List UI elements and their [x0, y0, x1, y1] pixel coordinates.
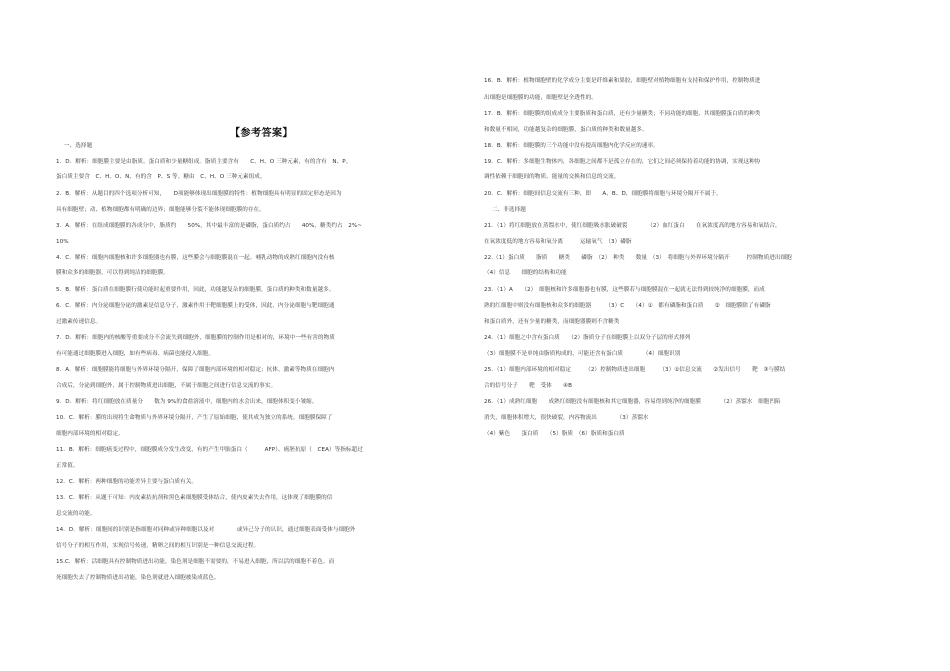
answer-line: 出细胞是细胞膜的功能，细胞壁是全透性的。: [484, 95, 597, 101]
answer-line: 11．B．解析：细胞癌变过程中，细胞膜成分发生改变，有的产生甲胎蛋白（ AFP）、癌胚抗原（ CEA）等指标超过: [56, 447, 363, 453]
section-heading: 一、选择题: [64, 143, 93, 149]
answer-line: 息交流的功能。: [56, 511, 96, 517]
answer-line: 13．C．解析：从题干可知：内皮素拮抗剂和黑色素细胞膜受体结合，使内皮素失去作用，这体现了细胞膜的信: [56, 495, 333, 501]
answer-line: 26．（1）成熟红细胞 成熟红细胞没有细胞核和其它细胞器，容易得到纯净的细胞膜 （2）蒸馏水 细胞凹陷: [484, 399, 781, 405]
answer-line: 7．D．解析：细胞内的核酸等重要成分不会流失到细胞外，细胞膜的控制作用是相对的，环境中一些有害的物质: [56, 335, 335, 341]
answer-line: 2．B．解析：从题目的四个选项分析可知， D项能够体现出细胞膜的特性：植物细胞具有明显的固定形态是因为: [56, 191, 342, 197]
answer-line: 4．C．解析：细胞内细胞核和许多细胞器也有膜，这些膜会与细胞膜混在一起。哺乳动物的成熟红细胞内没有核: [56, 255, 335, 261]
answer-line: 和蛋白质外，还有少量的糖类，而细胞器膜则不含糖类: [484, 319, 620, 325]
answer-line: 正常值。: [56, 463, 79, 469]
answer-line: 9．D．解析：将红细胞放在质量分 数为 9%的食盐溶液中，细胞内的水会出来，细胞体积变小皱缩。: [56, 399, 318, 405]
answer-line: 24．（1）细胞之中含有蛋白质 （2）脂质分子在细胞膜上以双分子层的形式排列: [484, 335, 691, 341]
answer-line: （3）细胞膜不是单纯由脂质构成的，可能还含有蛋白质 （4）细胞识别: [484, 351, 681, 357]
section-heading: 二、非选择题: [492, 207, 526, 213]
answer-line: 具有细胞壁；动、植物细胞都有明确的边界；细胞能够分裂不能体现细胞膜的存在。: [56, 207, 265, 213]
answer-line: 和数量不相同，功能越复杂的细胞膜，蛋白质的种类和数量越多。: [484, 127, 648, 133]
answer-line: 17．B．解析：细胞膜的组成成分主要脂质和蛋白质，还有少量糖类；不同功能的细胞，其细胞膜蛋白质的种类: [484, 111, 761, 117]
answer-line: 10．C．解析：膜的出现将生命物质与外界环境分隔开，产生了原始细胞，使其成为独立的系统。细胞膜保障了: [56, 415, 333, 421]
answer-line: 10%: [56, 239, 69, 245]
answer-line: 8．A．解析：细胞膜能将细胞与外界环境分隔开，保障了细胞内部环境的相对稳定；抗体、激素等物质在细胞内: [56, 367, 335, 373]
answer-line: 5．B．解析：蛋白质在细胞膜行使功能时起重要作用，因此，功能越复杂的细胞膜，蛋白质的种类和数量越多。: [56, 287, 335, 293]
answer-line: 12．C．解析：两种细胞的功能差异主要与蛋白质有关。: [56, 479, 197, 485]
answer-line: 蛋白质主要含 C、H、O、N，有的含 P、S 等。糖由 C、H、O 三种元素组成。: [56, 174, 266, 180]
answer-line: 20．C．解析：细胞间信息交流有三种，即 A、B、D，细胞膜将细胞与环境分隔开不属于。: [484, 191, 722, 197]
answer-line: 信号分子的相互作用，实现信号传递，精卵之间的相互识别是一种信息交流过程。: [56, 543, 260, 549]
answer-line: 熟的红细胞中则没有细胞核和众多的细胞器 （3）C （4）① 都有磷脂和蛋白质 ② 细胞膜除了有磷脂: [484, 303, 771, 309]
answer-line: 22.（1）蛋白质 脂质 糖类 磷脂 （2） 种类 数量 （3） 将细胞与外界环境分隔开 控制物质进出细胞: [484, 255, 792, 261]
answer-line: 死细胞失去了控制物质进出功能，染色剂就进入细胞被染成蓝色。: [56, 575, 220, 581]
answer-line: 调性依赖于细胞间的物质、能量的交换和信息的交流。: [484, 174, 620, 180]
answer-line: 21．（1）将红细胞放在蒸馏水中，使红细胞吸水胀破破裂 （2）血红蛋白 在氧浓度高的地方容易和氧结合，: [484, 223, 781, 229]
answer-line: 1．D．解析：细胞膜主要是由脂质、蛋白质和少量糖组成。脂质主要含有 C、H、O 三种元素，有的含有 N、P。: [56, 159, 352, 165]
answer-line: 细胞内部环境的相对稳定。: [56, 431, 124, 437]
answer-line: 消失，细胞体积增大，很快破裂，内容物流出 （3）蒸馏水: [484, 415, 649, 421]
answer-line: 膜和众多的细胞器，可以得到纯洁的细胞膜。: [56, 270, 169, 276]
answer-line: 15.C．解析：活细胞具有控制物质进出功能，染色剂是细胞不需要的，不易进入细胞，所以活的细胞不着色。而: [56, 559, 335, 565]
answer-line: 18．B．解析：细胞膜的三个功能中没有提高细胞内化学反应的速率。: [484, 143, 659, 149]
answer-line: 16．B．解析：植物细胞壁的化学成分主要是纤维素和果胶，细胞壁对植物细胞有支持和保护作用，控制物质进: [484, 78, 761, 84]
answer-line: 过激素传递信息。: [56, 319, 102, 325]
answer-line: （4）紫色 蛋白质 （5）脂质 （6）脂质和蛋白质: [484, 431, 625, 437]
answer-line: 25．（1）细胞内部环境的相对稳定 （2）控制物质进出细胞 （3）①信息交流 ②发出信号 靶 ③与膜结: [484, 367, 786, 373]
answer-line: 23．（1）A （2） 细胞核和许多细胞器也有膜，这些膜若与细胞膜混在一起就无法得到较纯净的细胞膜，而成: [484, 287, 765, 293]
answer-line: 合的信号分子 靶 受体 ④B: [484, 383, 572, 389]
answer-line: 14．D．解析：细胞间的识别是指细胞对同种或异种细胞以及对 或异己分子的认识，通过细胞表面受体与细胞外: [56, 527, 356, 533]
answer-line: （4）信息 细胞的结构和功能: [484, 270, 567, 276]
answer-line: 在氧浓度低的地方容易和氧分离 运输氧气 （3）磷脂: [484, 239, 632, 245]
answer-line: 有可能通过细胞膜进入细胞，如有些病毒、病菌也能侵入细胞。: [56, 351, 215, 357]
answer-line: 6．C．解析：内分泌细胞分泌的激素是信息分子，激素作用于靶细胞膜上的受体，因此，内分泌细胞与靶细胞通: [56, 303, 335, 309]
answer-title: 【参考答案】: [230, 128, 293, 139]
answer-line: 3．A．解析：在组成细胞膜的各成分中，脂质约 50%，其中最丰富的是磷脂，蛋白质约占 40%，糖类约占 2%~: [56, 223, 362, 229]
answer-line: 合成后，分泌到细胞外，属于控制物质进出细胞，不属于细胞之间进行信息交流的事实。: [56, 383, 277, 389]
answer-line: 19．C．解析：多细胞生物体内，各细胞之间都不是孤立存在的，它们之间必须保持着功能的协调，实现这种协: [484, 159, 761, 165]
